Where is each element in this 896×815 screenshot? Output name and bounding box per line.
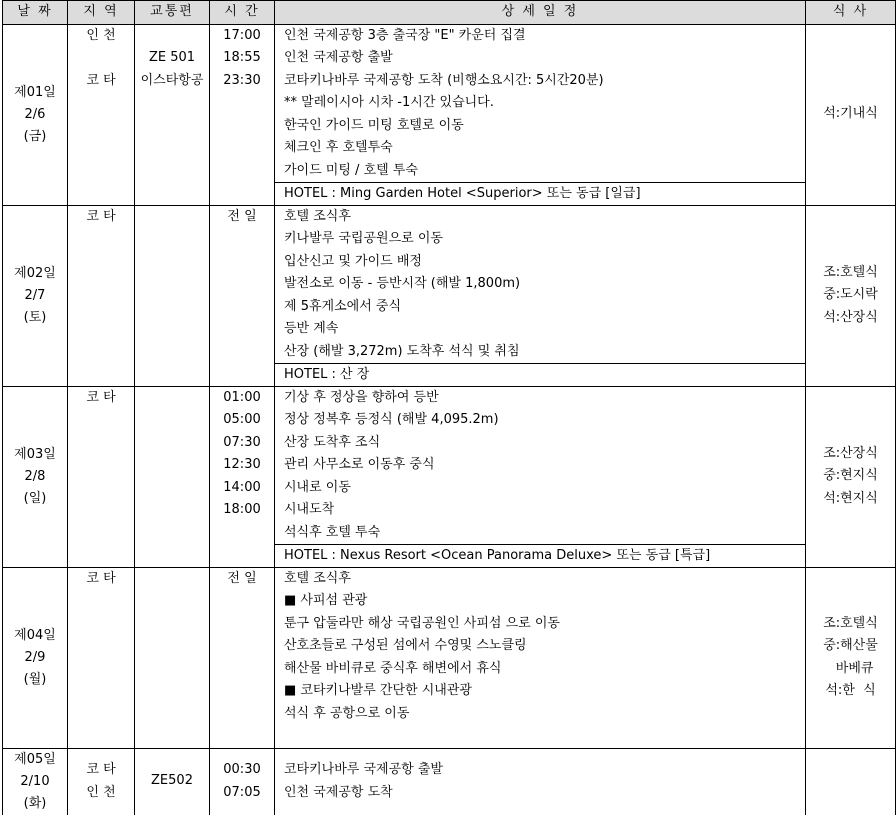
region-text [68, 296, 134, 319]
time-text [210, 115, 274, 138]
meal-text: 석:산장식 [823, 309, 878, 325]
detail-text: 해산물 바비큐로 중식후 해변에서 휴식 [284, 660, 502, 676]
hotel-info: HOTEL : Ming Garden Hotel <Superior> 또는 동급 [일급] [275, 182, 805, 204]
region-cell [68, 205, 135, 386]
transport-text [135, 635, 209, 658]
header-region: 지 역 [68, 1, 135, 25]
meal-cell [806, 205, 896, 386]
detail-text: 시내도착 [284, 502, 335, 517]
meal-text: 조:산장식 [823, 445, 878, 461]
transport-text [135, 499, 209, 522]
detail-text: 관리 사무소로 이동후 중식 [284, 457, 435, 472]
detail-text: 인천 국제공항 3층 출국장 "E" 카운터 집결 [284, 27, 526, 43]
day-label: (토) [23, 309, 47, 325]
time-cell [210, 567, 275, 748]
time-text [210, 182, 274, 205]
meal-text: 석:기내식 [823, 106, 878, 122]
time-text [210, 137, 274, 160]
meal-text: 조:호텔식 [823, 264, 878, 280]
transport-text: ZE502 [151, 773, 193, 789]
day-label: 2/6 [24, 106, 46, 122]
region-text [68, 409, 134, 432]
meal-cell [806, 567, 896, 748]
detail-text: 산장 도착후 조식 [284, 434, 381, 450]
time-text: 18:00 [223, 502, 261, 517]
region-text: 코 타 [86, 72, 116, 88]
day-row [3, 386, 896, 567]
transport-text [135, 115, 209, 138]
day-row [3, 205, 896, 386]
transport-text [135, 228, 209, 251]
transport-text [135, 206, 209, 229]
day-label: 제02일 [14, 265, 56, 281]
transport-text [135, 273, 209, 296]
time-text: 전 일 [227, 570, 257, 586]
time-text: 14:00 [223, 479, 261, 495]
transport-text [135, 544, 209, 567]
detail-text: 정상 정복후 등정식 (해발 4,095.2m) [284, 412, 499, 427]
detail-text: 산호초들로 구성된 섬에서 수영및 스노클링 [284, 638, 527, 653]
detail-text: 인천 국제공항 출발 [284, 50, 393, 65]
meal-cell [806, 748, 896, 815]
hotel-info: HOTEL : 산 장 [275, 363, 805, 385]
day-label: 제01일 [14, 84, 56, 100]
header-date: 날 짜 [3, 1, 68, 25]
transport-text [135, 454, 209, 477]
time-text [210, 590, 274, 613]
region-text [68, 454, 134, 477]
region-text [68, 725, 134, 748]
time-text [210, 522, 274, 545]
region-text [68, 182, 134, 205]
region-cell [68, 24, 135, 205]
meal-text: 중:해산물 [823, 638, 878, 653]
detail-text: 석식 후 공항으로 이동 [284, 705, 410, 721]
time-text [210, 92, 274, 115]
region-text [68, 363, 134, 386]
region-text [68, 703, 134, 726]
day-label: 제05일 [14, 751, 56, 767]
transport-cell [135, 748, 210, 815]
time-text: 23:30 [223, 72, 261, 88]
detail-text: 코타키나바루 국제공항 도착 (비행소요시간: 5시간20분) [284, 72, 604, 88]
detail-text: 산장 (해발 3,272m) 도착후 석식 및 취침 [284, 343, 520, 359]
detail-text: 인천 국제공항 도착 [284, 784, 393, 800]
region-text: 코 타 [86, 762, 116, 777]
meal-text: 석:한 식 [825, 683, 876, 698]
region-cell [68, 748, 135, 815]
transport-text [135, 590, 209, 613]
transport-text [135, 522, 209, 545]
time-text [210, 273, 274, 296]
region-text [68, 590, 134, 613]
detail-text: 제 5휴게소에서 중식 [284, 298, 401, 314]
detail-cell [275, 24, 806, 205]
day-label: 2/9 [24, 649, 46, 665]
time-text [210, 251, 274, 274]
detail-text: ■ 사피섬 관광 [284, 593, 368, 608]
region-text [68, 160, 134, 183]
detail-text: 체크인 후 호텔투숙 [284, 140, 393, 155]
day-cell [3, 567, 68, 748]
header-time: 시 간 [210, 1, 275, 25]
region-text: 코 타 [86, 389, 116, 405]
transport-text [135, 92, 209, 115]
transport-text [135, 160, 209, 183]
region-text [68, 432, 134, 455]
transport-text [135, 318, 209, 341]
detail-cell [275, 748, 806, 815]
region-text: 인 천 [86, 784, 116, 800]
transport-text [135, 251, 209, 274]
region-text [68, 47, 134, 70]
day-row [3, 567, 896, 748]
header-meal: 식 사 [806, 1, 896, 25]
region-text [68, 228, 134, 251]
transport-cell [135, 205, 210, 386]
detail-cell [275, 567, 806, 748]
time-text: 17:00 [223, 27, 261, 43]
day-cell [3, 748, 68, 815]
day-row [3, 748, 896, 815]
detail-cell [275, 205, 806, 386]
time-text [210, 635, 274, 658]
detail-text: 호텔 조식후 [284, 208, 351, 224]
meal-cell [806, 24, 896, 205]
transport-text: 이스타항공 [140, 72, 204, 88]
transport-text [135, 182, 209, 205]
day-label: 2/10 [20, 773, 50, 789]
meal-text: 조:호텔식 [823, 615, 878, 631]
day-label: (화) [23, 795, 47, 811]
region-text [68, 273, 134, 296]
region-cell [68, 386, 135, 567]
day-label: 제03일 [14, 446, 56, 462]
detail-text: 호텔 조식후 [284, 570, 351, 586]
meal-cell [806, 386, 896, 567]
detail-text: 한국인 가이드 미팅 호텔로 이동 [284, 117, 464, 133]
time-text [210, 613, 274, 636]
transport-text [135, 341, 209, 364]
hotel-info: HOTEL : Nexus Resort <Ocean Panorama Deluxe> 또는 동급 [특급] [275, 544, 805, 566]
transport-cell [135, 386, 210, 567]
time-text: 00:30 [223, 762, 261, 777]
time-text: 05:00 [223, 412, 261, 427]
header-transport: 교통편 [135, 1, 210, 25]
time-text [210, 296, 274, 319]
region-text [68, 92, 134, 115]
transport-text [135, 725, 209, 748]
region-text [68, 635, 134, 658]
transport-text [135, 613, 209, 636]
day-label: (월) [23, 671, 47, 687]
time-text [210, 318, 274, 341]
time-cell [210, 24, 275, 205]
header-detail: 상 세 일 정 [275, 1, 806, 25]
day-cell [3, 24, 68, 205]
day-label: (금) [23, 128, 47, 144]
detail-text: 툰구 압둘라만 해상 국립공원인 사피섬 으로 이동 [284, 615, 560, 631]
transport-text [135, 137, 209, 160]
detail-text: 발전소로 이동 - 등반시작 (해발 1,800m) [284, 276, 521, 291]
time-text: 12:30 [223, 457, 261, 472]
region-cell [68, 567, 135, 748]
itinerary-table [2, 0, 896, 815]
time-cell [210, 205, 275, 386]
header-row [3, 1, 896, 25]
detail-text: 등반 계속 [284, 321, 339, 336]
detail-text: 가이드 미팅 / 호텔 투숙 [284, 162, 418, 178]
time-text [210, 363, 274, 386]
detail-text: 기상 후 정상을 향하여 등반 [284, 389, 439, 405]
region-text [68, 251, 134, 274]
transport-text: ZE 501 [148, 50, 196, 65]
time-cell [210, 386, 275, 567]
detail-text: 시내로 이동 [284, 479, 351, 495]
day-label: 2/8 [24, 468, 46, 484]
day-label: 2/7 [24, 287, 46, 303]
time-text: 01:00 [223, 389, 261, 405]
region-text [68, 341, 134, 364]
region-text: 인 천 [86, 27, 116, 43]
detail-text: 석식후 호텔 투숙 [284, 524, 381, 540]
day-row [3, 24, 896, 205]
transport-text [135, 432, 209, 455]
meal-text: 석:현지식 [823, 490, 878, 506]
region-text [68, 477, 134, 500]
detail-cell [275, 386, 806, 567]
transport-text [135, 409, 209, 432]
time-text [210, 725, 274, 748]
day-cell [3, 386, 68, 567]
time-text [210, 658, 274, 681]
transport-text [135, 568, 209, 591]
detail-text: 키나발루 국립공원으로 이동 [284, 231, 443, 246]
day-cell [3, 205, 68, 386]
time-text: 18:55 [223, 50, 261, 65]
region-text [68, 613, 134, 636]
time-text: 07:05 [223, 784, 261, 800]
detail-text: ■ 코타키나발루 간단한 시내관광 [284, 683, 472, 698]
time-text [210, 680, 274, 703]
transport-cell [135, 567, 210, 748]
meal-text: 중:현지식 [823, 468, 878, 484]
meal-text: 중:도시락 [823, 287, 878, 303]
transport-text [135, 658, 209, 681]
day-label: 제04일 [14, 627, 56, 643]
transport-text [135, 680, 209, 703]
region-text [68, 137, 134, 160]
region-text: 코 타 [86, 208, 116, 224]
time-cell [210, 748, 275, 815]
time-text: 전 일 [227, 208, 257, 224]
region-text [68, 680, 134, 703]
time-text: 07:30 [223, 434, 261, 450]
region-text [68, 658, 134, 681]
time-text [210, 228, 274, 251]
time-text [210, 544, 274, 567]
meal-text: 바베큐 [827, 660, 874, 676]
detail-text: 코타키나바루 국제공항 출발 [284, 762, 443, 777]
transport-text [135, 703, 209, 726]
region-text [68, 499, 134, 522]
detail-text: 입산신고 및 가이드 배정 [284, 253, 422, 269]
day-label: (일) [23, 490, 47, 506]
transport-text [135, 477, 209, 500]
region-text [68, 522, 134, 545]
detail-text: ** 말레이시아 시차 -1시간 있습니다. [284, 95, 494, 110]
time-text [210, 341, 274, 364]
region-text: 코 타 [86, 570, 116, 586]
transport-text [135, 296, 209, 319]
transport-text [135, 387, 209, 410]
transport-cell [135, 24, 210, 205]
region-text [68, 115, 134, 138]
time-text [210, 160, 274, 183]
region-text [68, 318, 134, 341]
time-text [210, 703, 274, 726]
transport-text [135, 363, 209, 386]
transport-text [135, 25, 209, 48]
region-text [68, 544, 134, 567]
